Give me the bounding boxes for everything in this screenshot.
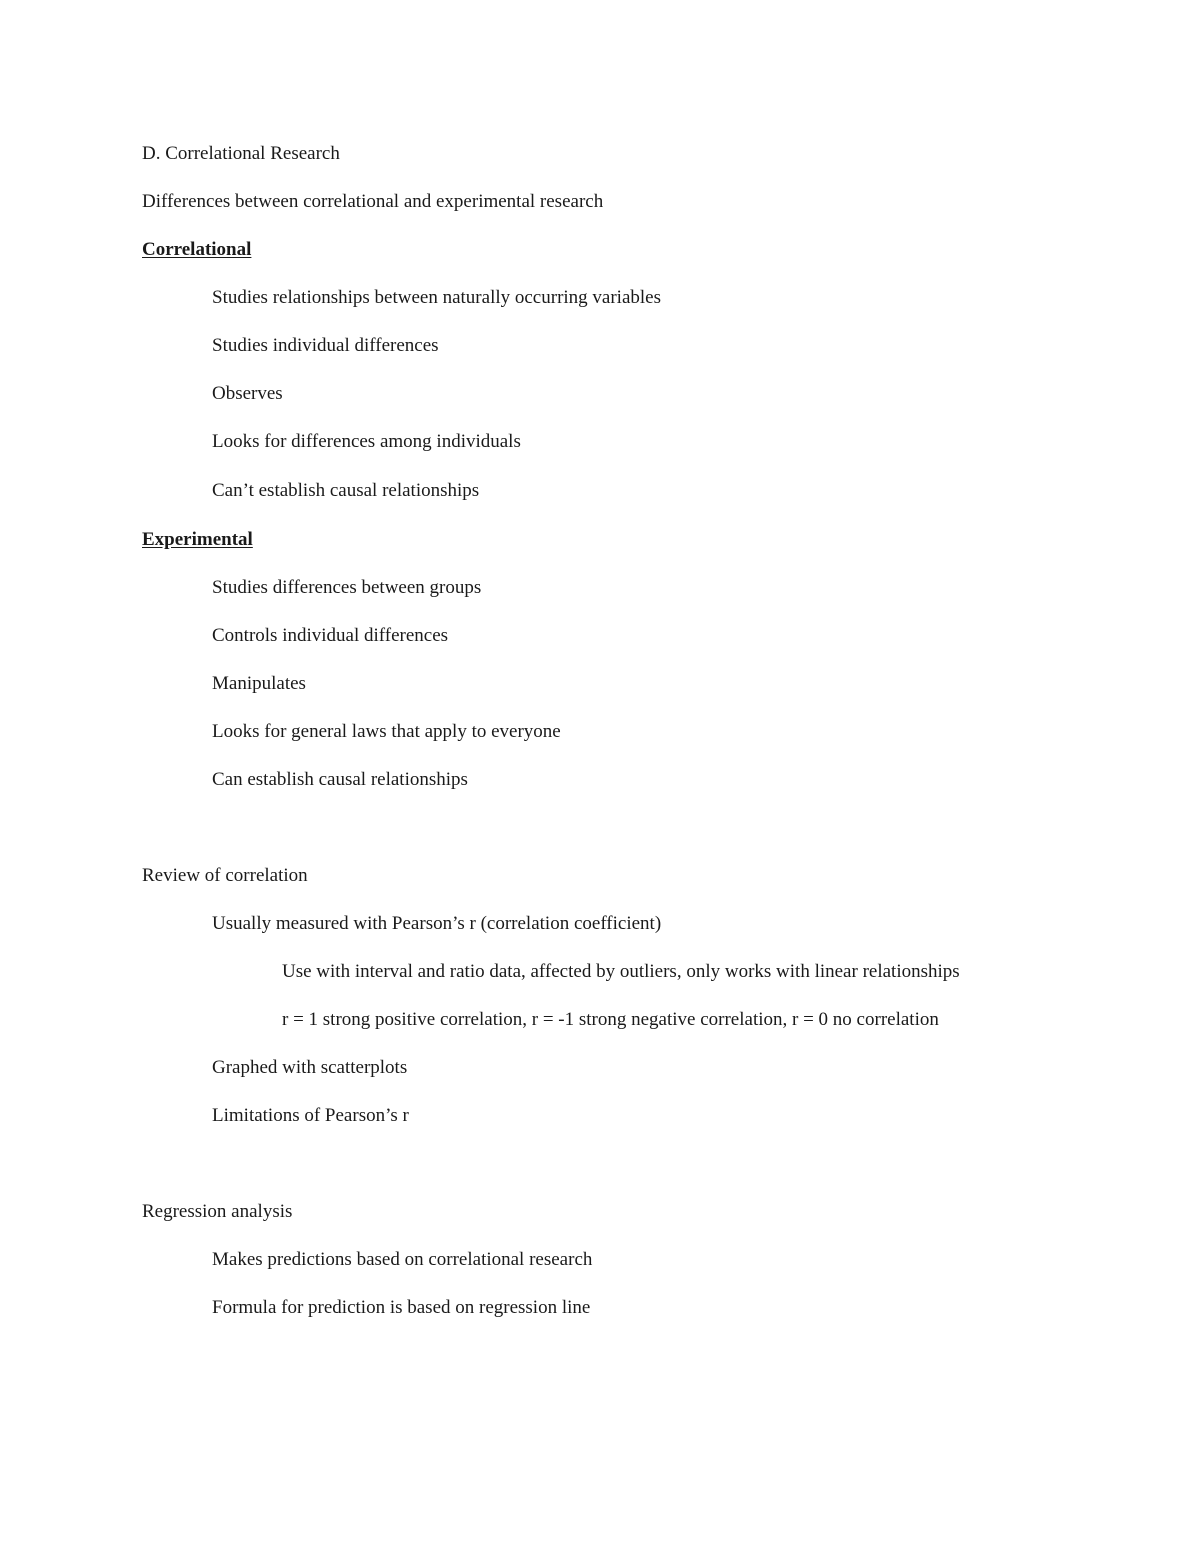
correlational-item: Observes <box>212 383 283 404</box>
intro-text: Differences between correlational and experimental research <box>142 191 604 212</box>
correlational-item: Studies individual differences <box>212 335 439 356</box>
correlational-item: Studies relationships between naturally occurring variables <box>212 287 662 308</box>
experimental-item: Looks for general laws that apply to everyone <box>212 721 561 742</box>
review-limitations: Limitations of Pearson’s r <box>212 1105 409 1126</box>
correlational-heading: Correlational <box>142 239 252 260</box>
review-pearson-detail: r = 1 strong positive correlation, r = -1 strong negative correlation, r = 0 no correlation <box>282 1009 939 1030</box>
experimental-item: Studies differences between groups <box>212 577 482 598</box>
review-pearson: Usually measured with Pearson’s r (correlation coefficient) <box>212 913 662 934</box>
experimental-item: Manipulates <box>212 673 306 694</box>
experimental-item: Controls individual differences <box>212 625 449 646</box>
regression-item: Formula for prediction is based on regression line <box>212 1297 591 1318</box>
document-title: D. Correlational Research <box>142 143 340 164</box>
review-pearson-detail: Use with interval and ratio data, affected by outliers, only works with linear relationships <box>282 961 960 982</box>
experimental-item: Can establish causal relationships <box>212 769 468 790</box>
experimental-heading: Experimental <box>142 529 253 550</box>
regression-heading: Regression analysis <box>142 1201 293 1222</box>
review-heading: Review of correlation <box>142 865 308 886</box>
correlational-item: Looks for differences among individuals <box>212 431 521 452</box>
review-graphed: Graphed with scatterplots <box>212 1057 408 1078</box>
correlational-item: Can’t establish causal relationships <box>212 480 480 501</box>
regression-item: Makes predictions based on correlational research <box>212 1249 593 1270</box>
